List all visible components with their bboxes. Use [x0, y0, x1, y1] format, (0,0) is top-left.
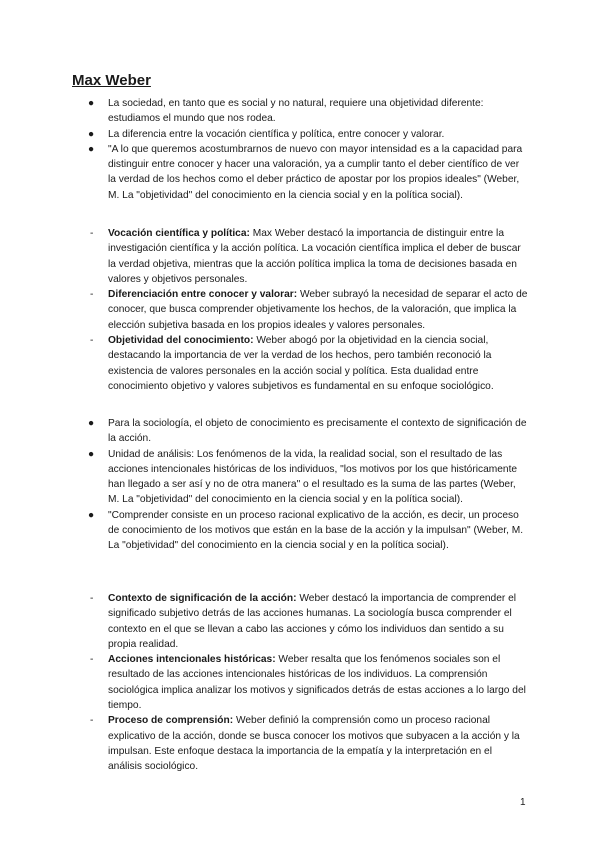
- dash-marker: -: [90, 228, 94, 239]
- page-number: 1: [520, 797, 526, 808]
- dash-marker: -: [90, 715, 94, 727]
- bullet-list-sociology: [0, 416, 600, 554]
- list-item: - Proceso de comprensión: Weber definió la comprensión como un proceso racional explicativo de la acción, donde se busca conocer los motivos que subyacen a la acción y la impulsan. Este enfoque destaca la importancia de la empatía y la interpretación en el análisis sociológico.: [90, 715, 520, 773]
- bullet-icon: ●: [88, 448, 95, 460]
- bullet-icon: ●: [88, 418, 95, 429]
- list-item: ● Para la sociología, el objeto de conocimiento es precisamente el contexto de significación de la acción.: [88, 418, 527, 445]
- dash-marker: -: [90, 289, 94, 301]
- list-item: ● "A lo que queremos acostumbrarnos de nuevo con mayor intensidad es a la capacidad para distinguir entre conocer y hacer una valoración, ya a cumplir tanto el deber científico de ver la verdad de los hechos como el deber práctico de apostar por los propios ideales" (Weber, M. La "objetividad" del conocimiento en la ciencia social y en la política social).: [88, 143, 523, 201]
- list-item: - Acciones intencionales históricas: Weber resalta que los fenómenos sociales son el resultado de las acciones intencionales históricas de los individuos. La comprensión sociológica implica analizar los motivos y significados detrás de estas acciones a lo largo del tiempo.: [90, 654, 526, 712]
- list-item: - Diferenciación entre conocer y valorar: Weber subrayó la necesidad de separar el acto de conocer, que busca comprender objetivamente los hechos, de la valoración, que implica la elección subjetiva basada en los propios ideales y valores personales.: [90, 289, 528, 331]
- dash-marker: -: [90, 654, 94, 666]
- bullet-list-intro: [0, 96, 600, 203]
- bullet-icon: ●: [88, 509, 95, 521]
- dash-list-comprehension: [0, 591, 600, 775]
- list-item: ● Unidad de análisis: Los fenómenos de la vida, la realidad social, son el resultado de las acciones intencionales históricas de los individuos, "los motivos por los que históricamente han llegado a ser así y no de otra manera" o el resultado es la suma de las partes (Weber, M. La "objetividad" del conocimiento en la ciencia social y en la política social).: [88, 448, 518, 506]
- bullet-icon: ●: [88, 143, 95, 155]
- dash-marker: -: [90, 593, 94, 604]
- list-item: - Objetividad del conocimiento: Weber abogó por la objetividad en la ciencia social, destacando la importancia de ver la verdad de los hechos, pero también reconoció la existencia de valores personales en la acción social y política. Esta dualidad entre conocimiento objetivo y valores subjetivos es fundamental en su enfoque sociológico.: [90, 335, 494, 392]
- bullet-icon: ●: [88, 128, 95, 140]
- list-item: ● La diferencia entre la vocación científica y política, entre conocer y valorar.: [0, 127, 600, 142]
- dash-marker: -: [90, 335, 94, 347]
- list-item: - Contexto de significación de la acción: Weber destacó la importancia de comprender el significado subjetivo detrás de las acciones humanas. La sociología busca comprender el contexto en el que se llevan a cabo las acciones y cómo los individuos dan sentido a su propia realidad.: [90, 593, 517, 650]
- dash-list-concepts: [0, 226, 600, 394]
- list-item: ● "Comprender consiste en un proceso racional explicativo de la acción, es decir, un proceso de conocimiento de los motivos que están en la base de la acción y la impulsan" (Weber, M. La "objetividad" del conocimiento en la ciencia social y en la política social).: [88, 509, 524, 552]
- list-item: - Vocación científica y política: Max Weber destacó la importancia de distinguir entre la investigación científica y la acción política. La vocación científica implica el deber de buscar la verdad objetiva, mientras que la acción política implica la toma de decisiones basada en valores y objetivos personales.: [90, 228, 521, 285]
- bullet-icon: ●: [88, 98, 95, 109]
- page-title: Max Weber: [72, 72, 151, 89]
- list-item: ● La sociedad, en tanto que es social y no natural, requiere una objetividad diferente: estudiamos el mundo que nos rodea.: [88, 98, 484, 125]
